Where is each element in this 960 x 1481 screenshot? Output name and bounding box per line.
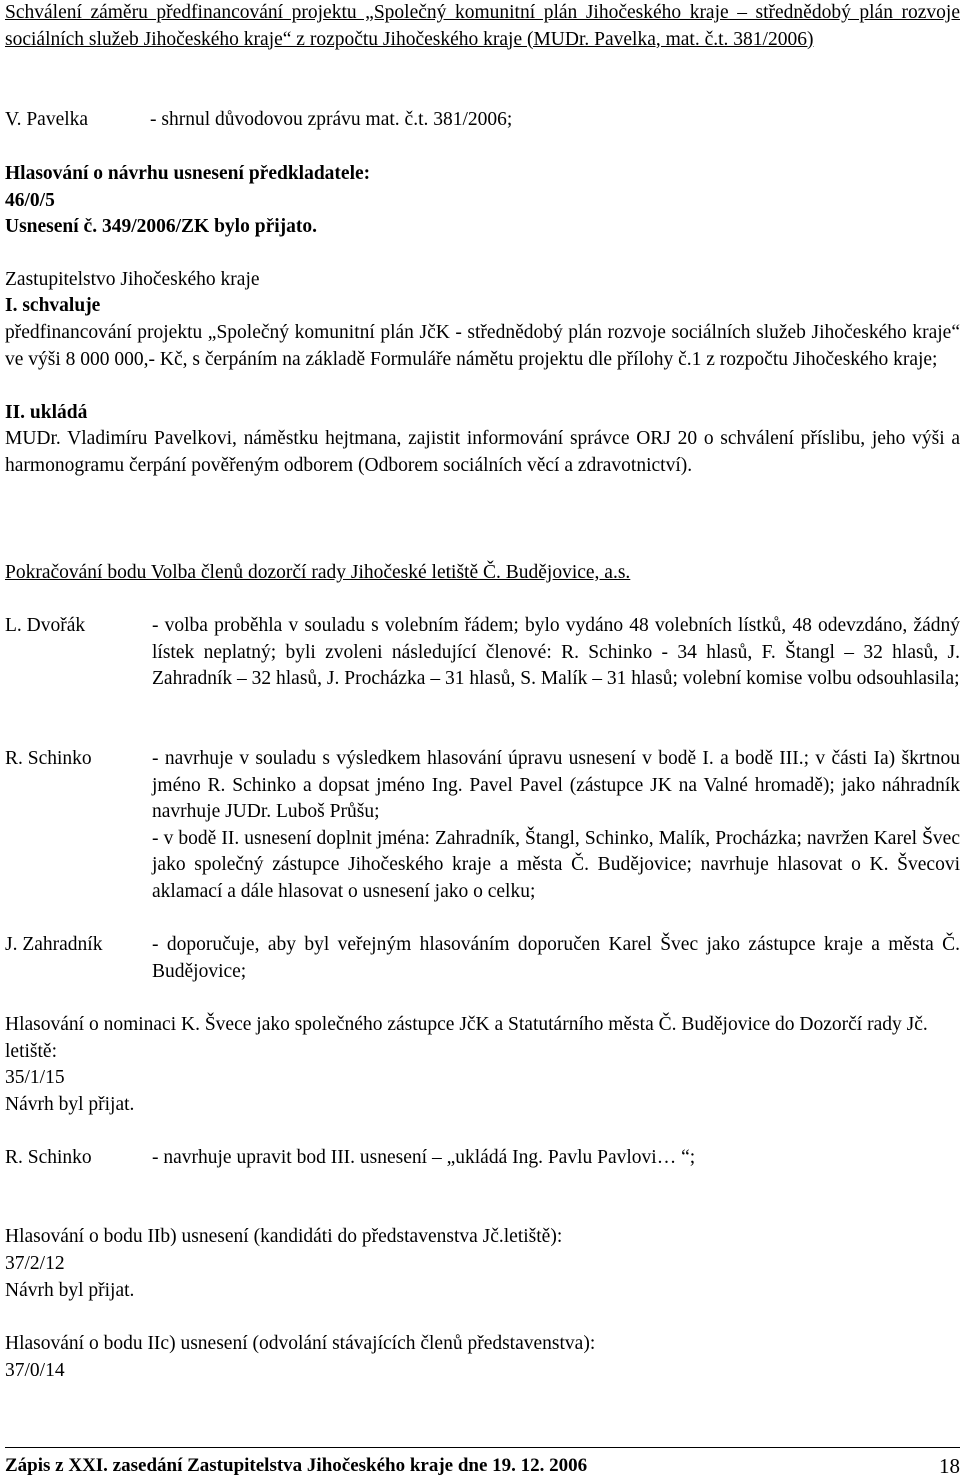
vote-result: 46/0/5 (5, 190, 55, 211)
speech-text: - navrhuje upravit bod III. usnesení – „ukládá Ing. Pavlu Pavlovi… “; (152, 1147, 696, 1168)
speech-text-continued: - v bodě II. usnesení doplnit jména: Zahradník, Štangl, Schinko, Malík, Procházka; navržen Karel Švec jako společný zástupce Jihočeského kraje a města Č. Budějovice; navrhuje hlasovat o K. Švecovi aklamací a dále hlasovat o usnesení jako o celku; (152, 827, 960, 902)
page-number: 18 (939, 1454, 960, 1478)
speaker-name: R. Schinko (5, 748, 92, 769)
vote-outcome: Návrh byl přijat. (5, 1094, 135, 1115)
resolution-part-ii-text: MUDr. Vladimíru Pavelkovi, náměstku hejtmana, zajistit informování správce ORJ 20 o schválení příslibu, jeho výši a harmonogramu čerpání pověřeným odborem (Odborem sociálních věcí a zdravotnictví). (5, 428, 960, 476)
speaker-name: R. Schinko (5, 1147, 92, 1168)
resolution-body: Zastupitelstvo Jihočeského kraje (5, 269, 260, 290)
vote-outcome: Návrh byl přijat. (5, 1280, 135, 1301)
resolution-part-i-text: předfinancování projektu „Společný komunitní plán JčK - střednědobý plán rozvoje sociálních služeb Jihočeského kraje“ ve výši 8 000 000,- Kč, s čerpáním na základě Formuláře námětu projektu dle přílohy č.1 z rozpočtu Jihočeského kraje; (5, 322, 960, 370)
footer-rule (5, 1447, 960, 1448)
speech-body (152, 746, 960, 905)
vote-label: Hlasování o bodu IIc) usnesení (odvolání stávajících členů představenstva): (5, 1333, 596, 1354)
resolution-part-i-label: I. schvaluje (5, 295, 101, 316)
vote-result: 37/2/12 (5, 1253, 65, 1274)
speaker-name: J. Zahradník (5, 934, 103, 955)
resolution-part-ii-label: II. ukládá (5, 402, 88, 423)
speech-text: - navrhuje v souladu s výsledkem hlasování úpravu usnesení v bodě I. a bodě III.; v části Ia) škrtnou jméno R. Schinko a dopsat jméno Ing. Pavel Pavel (zástupce JK na Valné hromadě); jako náhradník navrhuje JUDr. Luboš Průšu; (152, 748, 960, 822)
vote-label: Hlasování o nominaci K. Švece jako společného zástupce JčK a Statutárního města Č. Budějovice do Dozorčí rady Jč. letiště: (5, 1014, 928, 1062)
speaker-name: L. Dvořák (5, 615, 86, 636)
footer-text: Zápis z XXI. zasedání Zastupitelstva Jihočeského kraje dne 19. 12. 2006 (5, 1455, 588, 1476)
vote-result: 37/0/14 (5, 1360, 65, 1381)
vote-label: Hlasování o návrhu usnesení předkladatele: (5, 163, 371, 184)
speech-text: - volba proběhla v souladu s volebním řádem; bylo vydáno 48 volebních lístků, 48 odevzdáno, žádný lístek neplatný; byli zvoleni následující členové: R. Schinko - 34 hlasů, F. Štangl – 32 hlasů, J. Zahradník – 32 hlasů, J. Procházka – 31 hlasů, S. Malík – 31 hlasů; volební komise volbu odsouhlasila; (152, 615, 960, 689)
speech-text: - doporučuje, aby byl veřejným hlasováním doporučen Karel Švec jako zástupce kraje a města Č. Budějovice; (152, 934, 960, 982)
resolution-number: Usnesení č. 349/2006/ZK bylo přijato. (5, 216, 318, 237)
section-heading: Pokračování bodu Volba členů dozorčí rady Jihočeské letiště Č. Budějovice, a.s. (5, 562, 631, 583)
page-footer (5, 1454, 960, 1478)
agenda-heading: Schválení záměru předfinancování projektu „Společný komunitní plán Jihočeského kraje – střednědobý plán rozvoje sociálních služeb Jihočeského kraje“ z rozpočtu Jihočeského kraje (MUDr. Pavelka, mat. č.t. 381/2006) (5, 2, 960, 50)
speech-text: - shrnul důvodovou zprávu mat. č.t. 381/2006; (150, 109, 513, 130)
speaker-name: V. Pavelka (5, 109, 89, 130)
vote-result: 35/1/15 (5, 1067, 65, 1088)
vote-label: Hlasování o bodu IIb) usnesení (kandidáti do představenstva Jč.letiště): (5, 1226, 563, 1247)
